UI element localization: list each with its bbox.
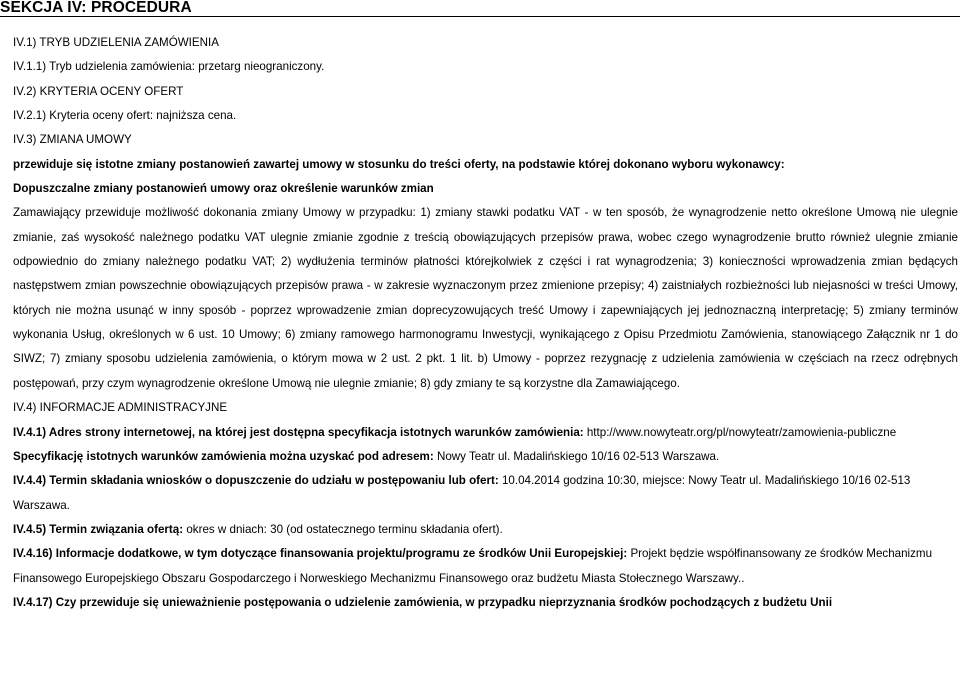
iv4-17-paragraph: IV.4.17) Czy przewiduje się unieważnienie postępowania o udzielenie zamówienia, w przypadku nieprzyznania środków pochodzących z budżetu Unii	[13, 595, 833, 609]
section-title: SEKCJA IV: PROCEDURA	[0, 0, 192, 16]
iv4-5-value: okres w dniach: 30 (od ostatecznego terminu składania ofert).	[186, 522, 503, 536]
iv4-4-value: 10.04.2014 godzina 10:30, miejsce: Nowy Teatr ul. Madalińskiego 10/16 02-513 Warszawa.	[13, 474, 911, 512]
iv4-1-url[interactable]: http://www.nowyteatr.org/pl/nowyteatr/zamowienia-publiczne	[586, 425, 897, 439]
iv1-1-label: IV.1.1) Tryb udzielenia zamówienia:	[13, 60, 195, 74]
iv4-4-label: IV.4.4) Termin składania wniosków o dopuszczenie do udziału w postępowaniu lub ofert:	[13, 474, 499, 488]
iv2-1-label: IV.2.1) Kryteria oceny ofert:	[13, 109, 154, 123]
iv4-1-paragraph	[13, 421, 958, 445]
iv3-body: Zamawiający przewiduje możliwość dokonania zmiany Umowy w przypadku: 1) zmiany stawki podatku VAT - w ten sposób, że wynagrodzenie netto określone Umową nie ulegnie zmianie, zaś wysokość należnego podatku VAT ulegnie zmianie zgodnie z treścią obowiązujących przepisów prawa, wobec czego wynagrodzenie brutto również ulegnie zmianie odpowiednio do zmiany należnego podatku VAT; 2) wydłużenia terminów płatności którejkolwiek z części i rat wynagrodzenia; 3) konieczności wprowadzenia zmian będących następstwem zmian powszechnie obowiązujących przepisów prawa - w zakresie wyznaczonym przez zmienione przepisy; 4) zaistniałych rozbieżności lub niejasności w treści Umowy, których nie można usunąć w inny sposób - poprzez wprowadzenie zmian doprecyzowujących treść Umowy i zapewniających jej jednoznaczną interpretację; 5) zmiany terminów wykonania Usług, określonych w 6 ust. 10 Umowy; 6) zmiany ramowego harmonogramu Inwestycji, wynikającego z Opisu Przedmiotu Zamówienia, stanowiącego Załącznik nr 1 do SIWZ; 7) zmiany sposobu udzielenia zamówienia, o którym mowa w 2 ust. 2 pkt. 1 lit. b) Umowy - poprzez rezygnację z udzielenia zamówienia w częściach na rzecz odrębnych postępowań, przy czym wynagrodzenie określone Umową nie ulegnie zmianie; 8) gdy zmiany te są korzystne dla Zamawiającego.	[13, 206, 958, 390]
iv2-1-value: najniższa cena.	[156, 109, 237, 123]
siwz-address-label: Specyfikację istotnych warunków zamówienia można uzyskać pod adresem:	[13, 449, 434, 463]
iv4-1-label: IV.4.1) Adres strony internetowej, na której jest dostępna specyfikacja istotnych warunków zamówienia:	[13, 425, 584, 439]
iv3-intro: przewiduje się istotne zmiany postanowień zawartej umowy w stosunku do treści oferty, na podstawie której dokonano wyboru wykonawcy:	[13, 157, 785, 171]
iv4-16-paragraph	[13, 542, 958, 591]
iv4-16-label: IV.4.16) Informacje dodatkowe, w tym dotyczące finansowania projektu/programu ze środków Unii Europejskiej:	[13, 547, 628, 561]
document-body	[13, 31, 958, 615]
siwz-address-paragraph	[13, 445, 958, 469]
iv1-1-line	[13, 55, 958, 79]
iv4-heading: IV.4) INFORMACJE ADMINISTRACYJNE	[13, 401, 228, 415]
iv4-5-label: IV.4.5) Termin związania ofertą:	[13, 522, 184, 536]
iv3-subheading: Dopuszczalne zmiany postanowień umowy oraz określenie warunków zmian	[13, 182, 434, 196]
iv1-1-value: przetarg nieograniczony.	[198, 60, 325, 74]
siwz-address-value: Nowy Teatr ul. Madalińskiego 10/16 02-513 Warszawa.	[436, 449, 720, 463]
iv4-4-paragraph	[13, 469, 958, 518]
iv2-heading: IV.2) KRYTERIA OCENY OFERT	[13, 84, 184, 98]
iv1-heading: IV.1) TRYB UDZIELENIA ZAMÓWIENIA	[13, 36, 219, 49]
iv3-heading: IV.3) ZMIANA UMOWY	[13, 133, 132, 147]
section-divider	[0, 16, 960, 17]
iv4-5-paragraph	[13, 518, 958, 542]
iv4-16-value: Projekt będzie współfinansowany ze środków Mechanizmu Finansowego Europejskiego Obszaru Gospodarczego i Norweskiego Mechanizmu Finansowego oraz budżetu Miasta Stołecznego Warszawy..	[13, 547, 933, 585]
iv2-1-line	[13, 104, 958, 128]
